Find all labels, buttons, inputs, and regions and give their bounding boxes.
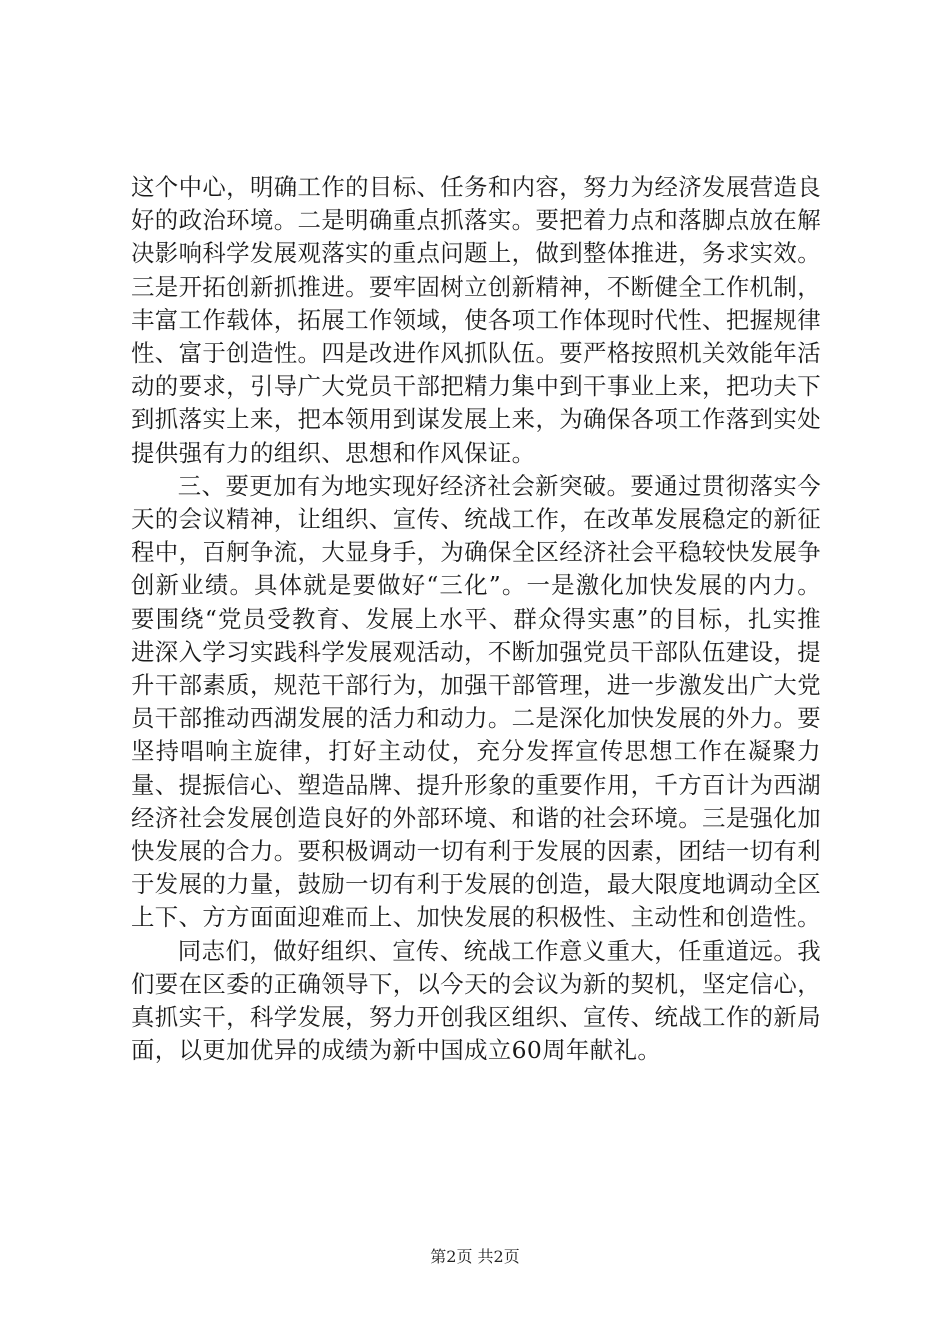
paragraph-1: 这个中心，明确工作的目标、任务和内容，努力为经济发展营造良好的政治环境。二是明确重点抓落实。要把着力点和落脚点放在解决影响科学发展观落实的重点问题上，做到整体推进，务求实效。三是开拓创新抓推进。要牢固树立创新精神，不断健全工作机制，丰富工作载体，拓展工作领域，使各项工作体现时代性、把握规律性、富于创造性。四是改进作风抓队伍。要严格按照机关效能年活动的要求，引导广大党员干部把精力集中到干事业上来，把功夫下到抓落实上来，把本领用到谋发展上来，为确保各项工作落到实处提供强有力的组织、思想和作风保证。 bbox=[131, 173, 821, 467]
document-body bbox=[131, 171, 821, 1067]
paragraph-2: 三、要更加有为地实现好经济社会新突破。要通过贯彻落实今天的会议精神，让组织、宣传、统战工作，在改革发展稳定的新征程中，百舸争流，大显身手，为确保全区经济社会平稳较快发展争创新业绩。具体就是要做好“三化”。一是激化加快发展的内力。要围绕“党员受教育、发展上水平、群众得实惠”的目标，扎实推进深入学习实践科学发展观活动，不断加强党员干部队伍建设，提升干部素质，规范干部行为，加强干部管理，进一步激发出广大党员干部推动西湖发展的活力和动力。二是深化加快发展的外力。要坚持唱响主旋律，打好主动仗，充分发挥宣传思想工作在凝聚力量、提振信心、塑造品牌、提升形象的重要作用，千方百计为西湖经济社会发展创造良好的外部环境、和谐的社会环境。三是强化加快发展的合力。要积极调动一切有利于发展的因素，团结一切有利于发展的力量，鼓励一切有利于发展的创造，最大限度地调动全区上下、方方面面迎难而上、加快发展的积极性、主动性和创造性。 bbox=[131, 471, 821, 932]
paragraph-3: 同志们，做好组织、宣传、统战工作意义重大，任重道远。我们要在区委的正确领导下，以今天的会议为新的契机，坚定信心，真抓实干，科学发展，努力开创我区组织、宣传、统战工作的新局面，以更加优异的成绩为新中国成立60周年献礼。 bbox=[131, 936, 821, 1065]
page-footer: 第2页 共2页 bbox=[430, 1247, 520, 1266]
